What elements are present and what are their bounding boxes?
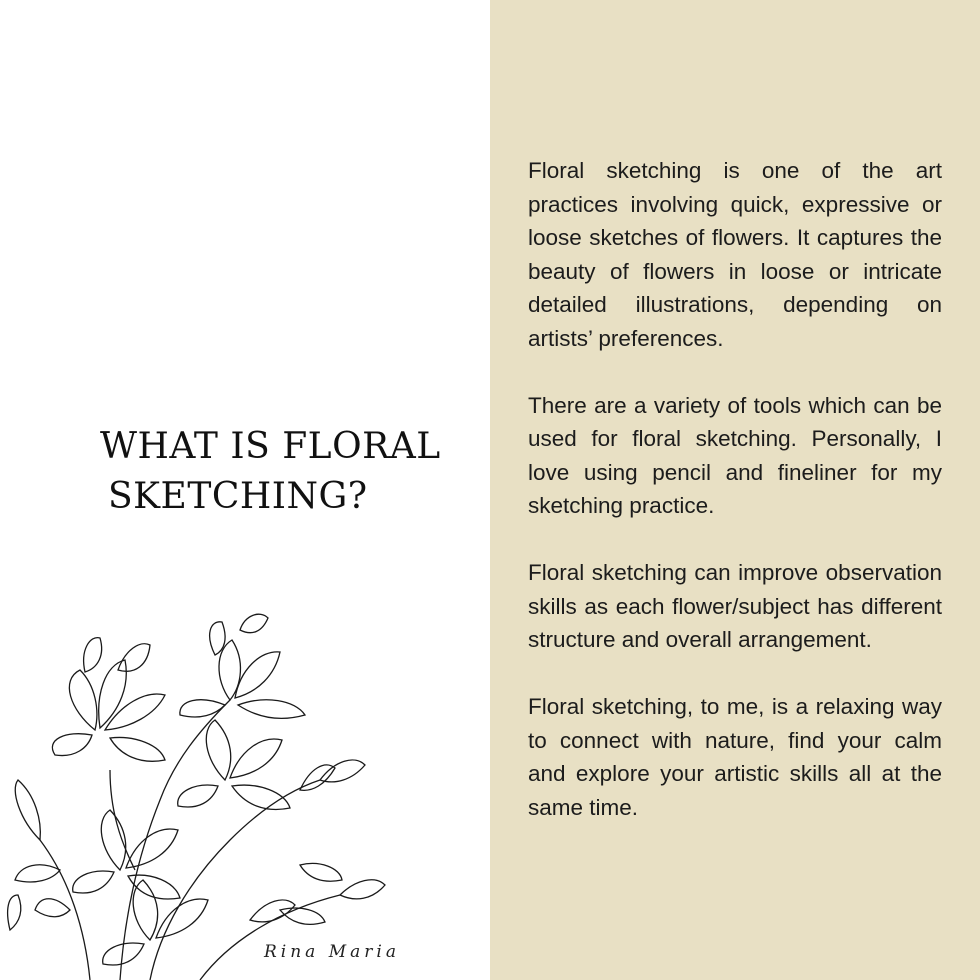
article-body bbox=[528, 154, 942, 858]
paragraph-2: There are a variety of tools which can be used for floral sketching. Personally, I love using pencil and fineliner for my sketching practice. bbox=[528, 392, 942, 518]
title-line-2: SKETCHING? bbox=[108, 476, 368, 518]
artist-signature: Rina Maria bbox=[264, 942, 400, 962]
floral-illustration bbox=[0, 610, 420, 980]
paragraph-3: Floral sketching can improve observation skills as each flower/subject has different structure and overall arrangement. bbox=[528, 560, 942, 652]
page-title bbox=[100, 422, 460, 522]
title-line-1: WHAT IS FLORAL bbox=[100, 426, 441, 468]
paragraph-4: Floral sketching, to me, is a relaxing way to connect with nature, find your calm and explore your artistic skills all at the same time. bbox=[528, 694, 942, 820]
paragraph-1: Floral sketching is one of the art practices involving quick, expressive or loose sketches of flowers. It captures the beauty of flowers in loose or intricate detailed illustrations, depending on artists’ preferences. bbox=[528, 158, 942, 351]
